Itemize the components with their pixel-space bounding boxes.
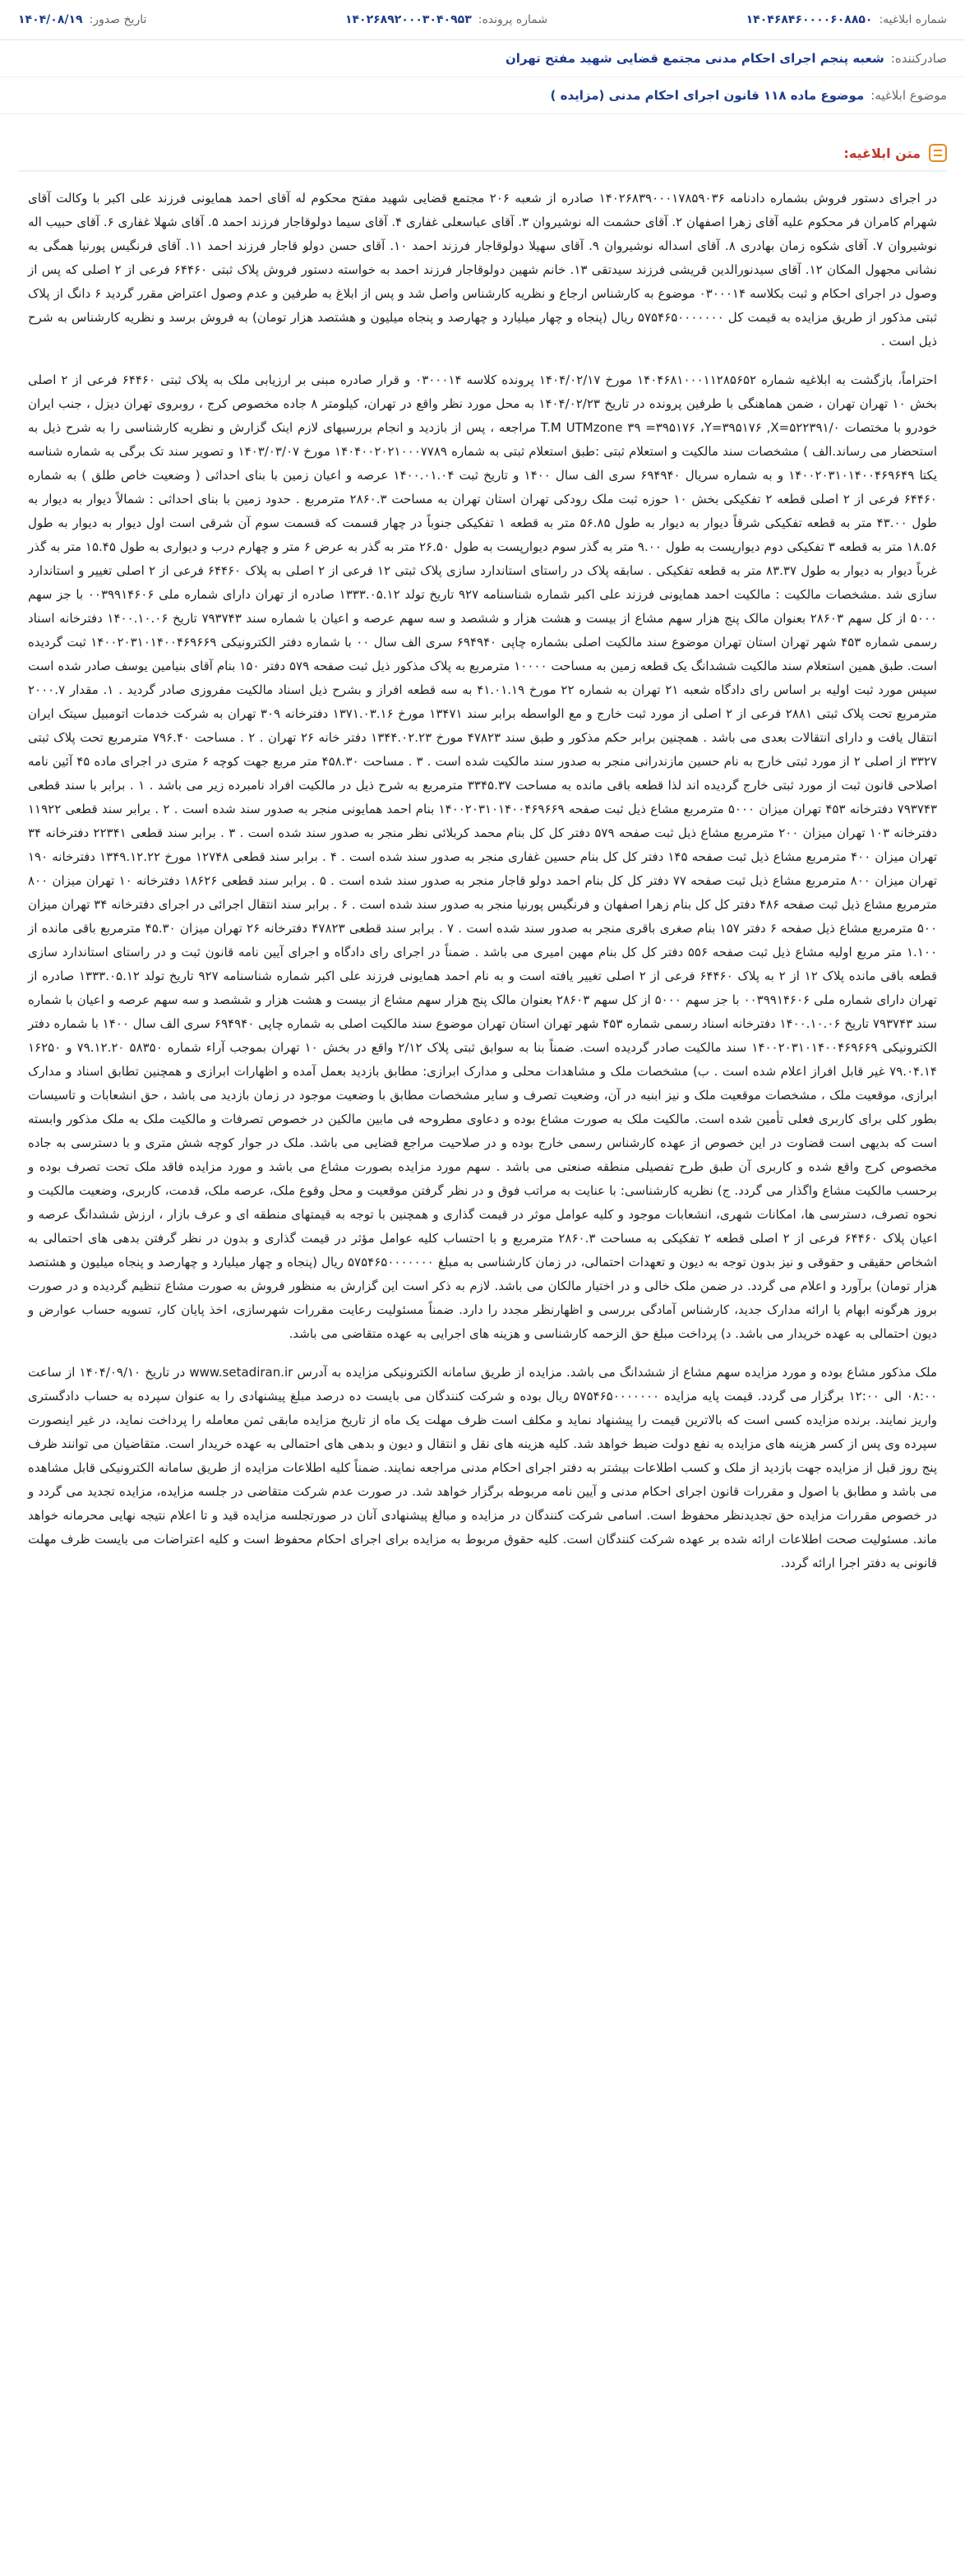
subject-label: موضوع ابلاغیه: xyxy=(870,88,947,103)
body-paragraph-2: احتراماً، بازگشت به ابلاغیه شماره ۱۴۰۴۶۸۱۰۰۰۱۱۲۸۵۶۵۲ مورخ ۱۴۰۴/۰۲/۱۷ پرونده کلاسه ۰۳۰۰۰۱۴ و قرار صادره مبنی بر ارزیابی ملک به پلاک ثبتی ۶۴۴۶۰ فرعی از ۲ اصلی بخش ۱۰ تهران تهران ، ضمن هماهنگی با طرفین پرونده در تاریخ ۱۴۰۴/۰۲/۲۳ به محل مورد نظر واقع در تهران، کیلومتر ۸ جاده مخصوص کرج ، روبروی تهران دیزل ، جنب ایران خودرو با مختصات T.M UTMzone ۳۹ =۳۹۵۱۷۶ ،Y=۳۹۵۱۷۶ ,X=۵۲۲۳۹۱/۰ مراجعه ، پس از بازدید و انجام بررسیهای لازم اینک گزارش و نظریه کارشناسی را به شرح ذیل به استحضار می رساند.الف ) مشخصات سند مالکیت و استعلام ثبتی :طبق استعلام ثبتی به شماره ۱۴۰۴۰۰۲۰۲۱۰۰۰۷۷۸۹ مورخ ۱۴۰۳/۰۳/۰۷ و تصویر سند تک برگی به شماره شناسه یکتا ۱۴۰۰۲۰۳۱۰۱۴۰۰۴۶۹۶۴۹ و به شماره سریال ۶۹۴۹۴۰ سری الف سال ۱۴۰۰ و تاریخ ثبت ۱۴۰۰.۰۱.۰۴ عرصه و اعیان زمین با بنای احداثی ( وضعیت خاص طلق ) به شماره ۶۴۴۶۰ فرعی از ۲ اصلی قطعه ۲ تفکیکی بخش ۱۰ حوزه ثبت ملک رودکی تهران استان تهران به مساحت ۲۸۶۰.۳ مترمربع . حدود زمین با بنای احداثی : شمالاً دیوار به دیوار به طول ۴۳.۰۰ متر به قطعه تفکیکی شرقاً دیوار به دیوار به طول ۵۶.۸۵ متر به قطعه ۱ تفکیکی جنوباً در چهار قسمت که قسمت سوم آن شرقی است اول دیوار به دیوار به طول ۱۸.۵۶ متر به قطعه ۳ تفکیکی دوم دیوارپست به طول ۹.۰۰ متر به گذر سوم دیوارپست به طول ۲۶.۵۰ متر به گذر به عرض ۶ متر و چهارم درب و دیواری به طول ۱۵.۴۵ متر به گذر غرباً دیوار به دیوار به طول ۸۳.۳۷ متر به قطعه تفکیکی . سابقه پلاک در راستای استاندارد سازی پلاک ثبتی ۱۲ فرعی از ۲ اصلی به پلاک ۶۴۴۶۰ فرعی از ۲ اصلی تغییر و استاندارد سازی شد .مشخصات مالکیت : مالکیت احمد همایونی فرزند علی اکبر شماره شناسنامه ۹۲۷ تاریخ تولد ۱۳۳۳.۰۵.۱۲ صادره از تهران دارای شماره ملی ۰۰۳۹۹۱۴۶۰۶ با جز سهم ۵۰۰۰ از کل سهم ۲۸۶۰۳ بعنوان مالک پنج هزار سهم مشاع از بیست و هشت هزار و ششصد و سه سهم عرصه و اعیان با شماره سند ۷۹۳۷۴۳ تاریخ ۱۴۰۰.۱۰.۰۶ دفترخانه اسناد رسمی شماره ۴۵۳ شهر تهران استان تهران موضوع سند مالکیت اصلی بشماره چاپی ۶۹۴۹۴۰ سری الف سال ۰۰ با شماره دفتر الکترونیکی ۱۴۰۰۲۰۳۱۰۱۴۰۰۴۶۹۶۶۹ ثبت گردیده است. طبق همین استعلام سند مالکیت ششدانگ یک قطعه زمین به مساحت ۱۰۰۰۰ مترمربع به پلاک مذکور ذیل ثبت صفحه ۵۷۹ دفتر ۱۵۰ بنام آقای بنیامین یوسف صادر شده است سپس مورد ثبت اولیه بر اساس رای دادگاه شعبه ۲۱ تهران به شماره ۲۲ مورخ ۴۱.۰۱.۱۹ به سه قطعه افراز و بشرح ذیل اسناد مالکیت مفروزی صادر گردید . ۱. مقدار ۲۰۰۰.۷ مترمربع تحت پلاک ثبتی ۲۸۸۱ فرعی از ۲ اصلی از مورد ثبت خارج و مع الواسطه برابر سند ۱۳۴۷۱ مورخ ۱۳۷۱.۰۳.۱۶ دفترخانه ۳۰۹ تهران به شرکت خدمات اتومبیل سیتک ایران انتقال یافت و دارای انتقالات بعدی می باشد . همچنین برابر حکم مذکور و طبق سند ۴۷۸۲۳ مورخ ۱۳۴۴.۰۲.۲۳ دفتر خانه ۲۶ تهران . ۲ . مساحت ۷۹۶.۴۰ مترمربع تحت پلاک ثبتی ۳۳۲۷ از اصلی ۲ از مورد ثبتی خارج به نام حسین مازندرانی منجر به صدور سند مالکیت شده است . ۳ . مساحت ۴۵۸.۳۰ متر مربع جهت کوچه ۶ متری در اجرای ماده ۴۵ آئین نامه اصلاحی قانون ثبت از مورد ثبتی خارج گردیده اند لذا قطعه باقی مانده به مساحت ۳۳۴۵.۳۷ مترمربع به شرح ذیل در مالکیت افراد نامبرده زیر می باشد . ۱ . برابر با سند قطعی ۷۹۳۷۴۳ دفترخانه ۴۵۳ تهران میزان ۵۰۰۰ مترمربع مشاع ذیل ثبت صفحه ۱۴۰۰۲۰۳۱۰۱۴۰۰۴۶۹۶۶۹ بنام احمد همایونی منجر به صدور سند شده است . ۲ . برابر سند قطعی ۱۱۹۲۲ دفترخانه ۱۰۳ تهران میزان ۲۰۰ مترمربع مشاع ذیل ثبت صفحه ۵۷۹ دفتر کل کل بنام محمد کربلائی نظر منجر به صدور سند شده است . ۳ . برابر سند قطعی ۲۲۳۴۱ دفترخانه ۳۴ تهران میزان ۴۰۰ مترمربع مشاع ذیل ثبت صفحه ۱۴۵ دفتر کل کل بنام حسین غفاری منجر به صدور سند شده است . ۴ . برابر سند قطعی ۱۲۷۴۸ مورخ ۱۳۴۹.۱۲.۲۲ دفترخانه ۱۹۰ تهران میزان ۸۰۰ مترمربع مشاع ذیل ثبت صفحه ۷۷ دفتر کل کل بنام احمد دولو قاجار منجر به صدور سند شده است . ۵ . برابر سند قطعی ۱۸۶۲۶ دفترخانه ۱۰ تهران میزان ۸۰۰ مترمربع مشاع ذیل ثبت صفحه ۴۸۶ دفتر کل کل بنام زهرا اصفهان و فرنگیس پورنیا منجر به صدور سند شده است . ۶ . برابر سند انتقال اجرائی در اجرای دفترخانه ۳۴ تهران میزان ۵۰۰ مترمربع مشاع ذیل صفحه ۶ دفتر ۱۵۷ بنام صغری باقری منجر به صدور سند شده است . ۷ . برابر سند قطعی ۴۷۸۲۳ دفترخانه ۲۶ تهران میزان ۴۵.۳۰ مترمربع باقی مانده از ۱.۱۰۰ متر مربع اولیه مشاع ذیل ثبت صفحه ۵۵۶ دفتر کل کل بنام مهین امیری می باشد . ضمناً در اجرای رای دادگاه و اجرای آیین نامه قانون ثبت و در راستای استاندارد سازی قطعه باقی مانده پلاک ۱۲ از ۲ به پلاک ۶۴۴۶۰ فرعی از ۲ اصلی تغییر یافته است و به نام احمد همایونی فرزند علی اکبر شماره شناسنامه ۹۲۷ تاریخ تولد ۱۳۳۳.۰۵.۱۲ صادره از تهران دارای شماره ملی ۰۰۳۹۹۱۴۶۰۶ با جز سهم ۵۰۰۰ از کل سهم ۲۸۶۰۳ بعنوان مالک پنج هزار سهم مشاع از بیست و هشت هزار و ششصد و سه سهم عرصه و اعیان با شماره سند ۷۹۳۷۴۳ تاریخ ۱۴۰۰.۱۰.۰۶ دفترخانه اسناد رسمی شماره ۴۵۳ شهر تهران استان تهران موضوع سند مالکیت اصلی به شماره چاپی ۶۹۴۹۴۰ سری الف سال ۱۴۰۰ با شماره دفتر الکترونیکی ۱۴۰۰۲۰۳۱۰۱۴۰۰۴۶۹۶۶۹ سند مالکیت صادر گردیده است. ضمناً بنا به سوابق ثبتی پلاک ۲/۱۲ واقع در بخش ۱۰ تهران بموجب آراء شماره ۵۸۳۵۰ ۷۹.۱۲.۲۰ و ۱۶۲۵۰ ۷۹.۰۴.۱۴ غیر قابل افراز اعلام شده است . ب) مشخصات ملک و مشاهدات محلی و مدارک ابرازی: مطابق بازدید بعمل آمده و اظهارات ابرازی و همچنین تطابق اسناد و مدارک ابرازی، موقعیت ملک ، مشخصات موقعیت ملک و نیز ابنیه در آن، وضعیت تصرف و سایر مشخصات مطابق با وضعیت موجود در زمان بازدید می باشد ، حق انشعابات و تاسیسات بطور کلی برای کاربری فعلی تأمین شده است. مالکیت ملک به صورت مشاع بوده و دعاوی مطروحه فی مابین مالکین در خصوص تصرفات و مالکیت ملک به ملک مذکور وابسته است که بدیهی است قضاوت در این خصوص از عهده کارشناس رسمی خارج بوده و در صلاحیت مراجع قضایی می باشد. ملک در جوار کوچه شش متری و با دسترسی به جاده مخصوص کرج واقع شده و کاربری آن طبق طرح تفصیلی منطقه صنعتی می باشد . سهم مورد مزایده بصورت مشاع می باشد و مورد مزایده فاقد ملک تحت تصرف بوده و برحسب مالکیت مشاع واگذار می گردد. ج) نظریه کارشناسی: با عنایت به مراتب فوق و در نظر گرفتن موقعیت و محل وقوع ملک، عرصه ملک، قدمت، کاربری، وضعیت مالکیت و نحوه تصرف، دسترسی ها، امکانات شهری، انشعابات موجود و کلیه عوامل موثر در قیمت گذاری و همچنین با توجه به قیمتهای منطقه ای و عرف بازار ، ارزش ششدانگ عرصه و اعیان پلاک ۶۴۴۶۰ فرعی از ۲ اصلی قطعه ۲ تفکیکی به مساحت ۲۸۶۰.۳ مترمربع و با احتساب کلیه عوامل مؤثر در قیمت گذاری و بدون در نظر گرفتن بدهی های احتمالی به اشخاص حقیقی و حقوقی و نیز بدون توجه به دیون و تعهدات احتمالی، در زمان کارشناسی به مبلغ ۵۷۵۴۶۵۰۰۰۰۰۰۰ ریال (پنجاه و چهار میلیارد و چهارصد و پنجاه میلیون و هشتصد هزار تومان) برآورد و اعلام می گردد. در ضمن ملک خالی و در اختیار مالکان می باشد. لازم به ذکر است این گزارش به منظور فروش به صورت مشاع تنظیم گردیده و در صورت بروز هرگونه ابهام یا ارائه مدارک جدید، کارشناس آمادگی بررسی و اظهارنظر مجدد را دارد. ضمناً مسئولیت رعایت مقررات شهرسازی، اخذ پایان کار، تسویه حساب عوارض و دیون احتمالی به عهده خریدار می باشد. د) پرداخت مبلغ حق الزحمه کارشناسی و هزینه های اجرایی به عهده متقاضی می باشد. xyxy=(28,372,938,1341)
case-number-value: ۱۴۰۲۶۸۹۲۰۰۰۳۰۴۰۹۵۳ xyxy=(344,13,472,26)
subject-value: موضوع ماده ۱۱۸ قانون اجرای احکام مدنی (مزایده ) xyxy=(550,88,865,103)
case-number-label: شماره پرونده: xyxy=(478,13,548,26)
issue-date-value: ۱۴۰۴/۰۸/۱۹ xyxy=(18,13,83,26)
issuer-label: صادرکننده: xyxy=(890,51,947,66)
subject-row xyxy=(0,77,965,114)
issuer-row xyxy=(0,40,965,77)
document-icon xyxy=(929,144,947,162)
issuer-value: شعبه پنجم اجرای احکام مدنی مجتمع قضایی شهید مفتح تهران xyxy=(505,51,884,66)
body-paragraph-3: ملک مذکور مشاع بوده و مورد مزایده سهم مشاع از ششدانگ می باشد. مزایده از طریق سامانه الکترونیکی مزایده به آدرس www.setadiran.ir در تاریخ ۱۴۰۴/۰۹/۱۰ از ساعت ۰۸:۰۰ الی ۱۲:۰۰ برگزار می گردد. قیمت پایه مزایده ۵۷۵۴۶۵۰۰۰۰۰۰۰ ریال بوده و شرکت کنندگان می بایست ده درصد مبلغ پیشنهادی را به عنوان سپرده به حساب دادگستری واریز نمایند. برنده مزایده کسی است که بالاترین قیمت را پیشنهاد نماید و مکلف است ظرف مهلت یک ماه از تاریخ مزایده مابقی ثمن معامله را پرداخت نماید، در غیر اینصورت سپرده وی پس از کسر هزینه های مزایده به نفع دولت ضبط خواهد شد. کلیه هزینه های نقل و انتقال و دیون و بدهی های احتمالی به عهده خریدار است. متقاضیان می توانند ظرف پنج روز قبل از مزایده جهت بازدید از ملک و کسب اطلاعات بیشتر به دفتر اجرای احکام مدنی مراجعه نمایند. ضمناً کلیه اطلاعات مزایده از طریق سامانه الکترونیکی قابل مشاهده می باشد و مطابق با اصول و مقررات قانون اجرای احکام مدنی و آیین نامه مربوطه برگزار خواهد شد. در صورت عدم شرکت متقاضی در جلسه مزایده، مزایده تجدید می گردد و در خصوص مقررات مزایده حق تجدیدنظر محفوظ است. اسامی شرکت کنندگان در مزایده و مبالغ پیشنهادی آنان در صورتجلسه مزایده قید و تا اعلام نتیجه نهایی محرمانه خواهد ماند. مسئولیت صحت اطلاعات ارائه شده بر عهده شرکت کنندگان است. کلیه حقوق مربوط به مزایده برای اجرای احکام محفوظ است و کلیه اعتراضات می بایست ظرف مهلت قانونی به دفتر اجرا ارائه گردد. xyxy=(28,1365,937,1570)
body-paragraph-1: در اجرای دستور فروش بشماره دادنامه ۱۴۰۲۶۸۳۹۰۰۰۱۷۸۵۹۰۳۶ صادره از شعبه ۲۰۶ مجتمع قضایی شهید مفتح محکوم له آقای احمد همایونی فرزند علی اکبر با وکالت آقای شهرام کامران فر محکوم علیه آقای زهرا اصفهان ۲. آقای حشمت اله نوشیروان ۳. آقای عباسعلی غفاری ۴. آقای سیما دولوقاجار فرزند احمد ۵. آقای شهلا غفاری ۶. آقای حبیب اله نوشیروان ۷. آقای شکوه زمان بهادری ۸. آقای اسداله نوشیروان ۹. آقای سهیلا دولوقاجار فرزند احمد ۱۰. آقای حسن دولو قاجار فرزند احمد ۱۱. آقای فرنگیس پورنیا همگی به نشانی مجهول المکان ۱۲. آقای سیدنورالدین قریشی فرزند سیدتقی ۱۳. خانم شهین دولوقاجار فرزند احمد به خواسته دستور فروش پلاک ثبتی ۶۴۴۶۰ فرعی از ۲ اصلی که پس از وصول در اجرای احکام و ثبت بکلاسه ۰۳۰۰۰۱۴ موضوع به کارشناس ارجاع و نظریه کارشناس واصل شد و پس از ابلاغ به طرفین و عدم وصول اعتراض مقرر گردید ۶ دانگ از پلاک ثبتی مذکور از طریق مزایده به قیمت کل ۵۷۵۴۶۵۰۰۰۰۰۰۰ ریال (پنجاه و چهار میلیارد و چهارصد و پنجاه میلیون و هشتصد هزار تومان) به فروش برسد و نظریه کارشناس به شرح ذیل است . xyxy=(28,191,937,349)
case-number-item xyxy=(345,13,547,26)
notice-body xyxy=(28,187,937,1575)
issue-date-item xyxy=(18,13,146,26)
header-meta xyxy=(0,0,965,40)
notice-number-label: شماره ابلاغیه: xyxy=(879,13,947,26)
issue-date-label: تاریخ صدور: xyxy=(89,13,147,26)
notice-text-title: متن ابلاغیه: xyxy=(843,145,921,161)
notice-text-header xyxy=(18,136,947,172)
notice-number-item xyxy=(746,13,947,26)
notice-number-value: ۱۴۰۴۶۸۴۶۰۰۰۰۶۰۸۸۵۰ xyxy=(746,13,873,26)
